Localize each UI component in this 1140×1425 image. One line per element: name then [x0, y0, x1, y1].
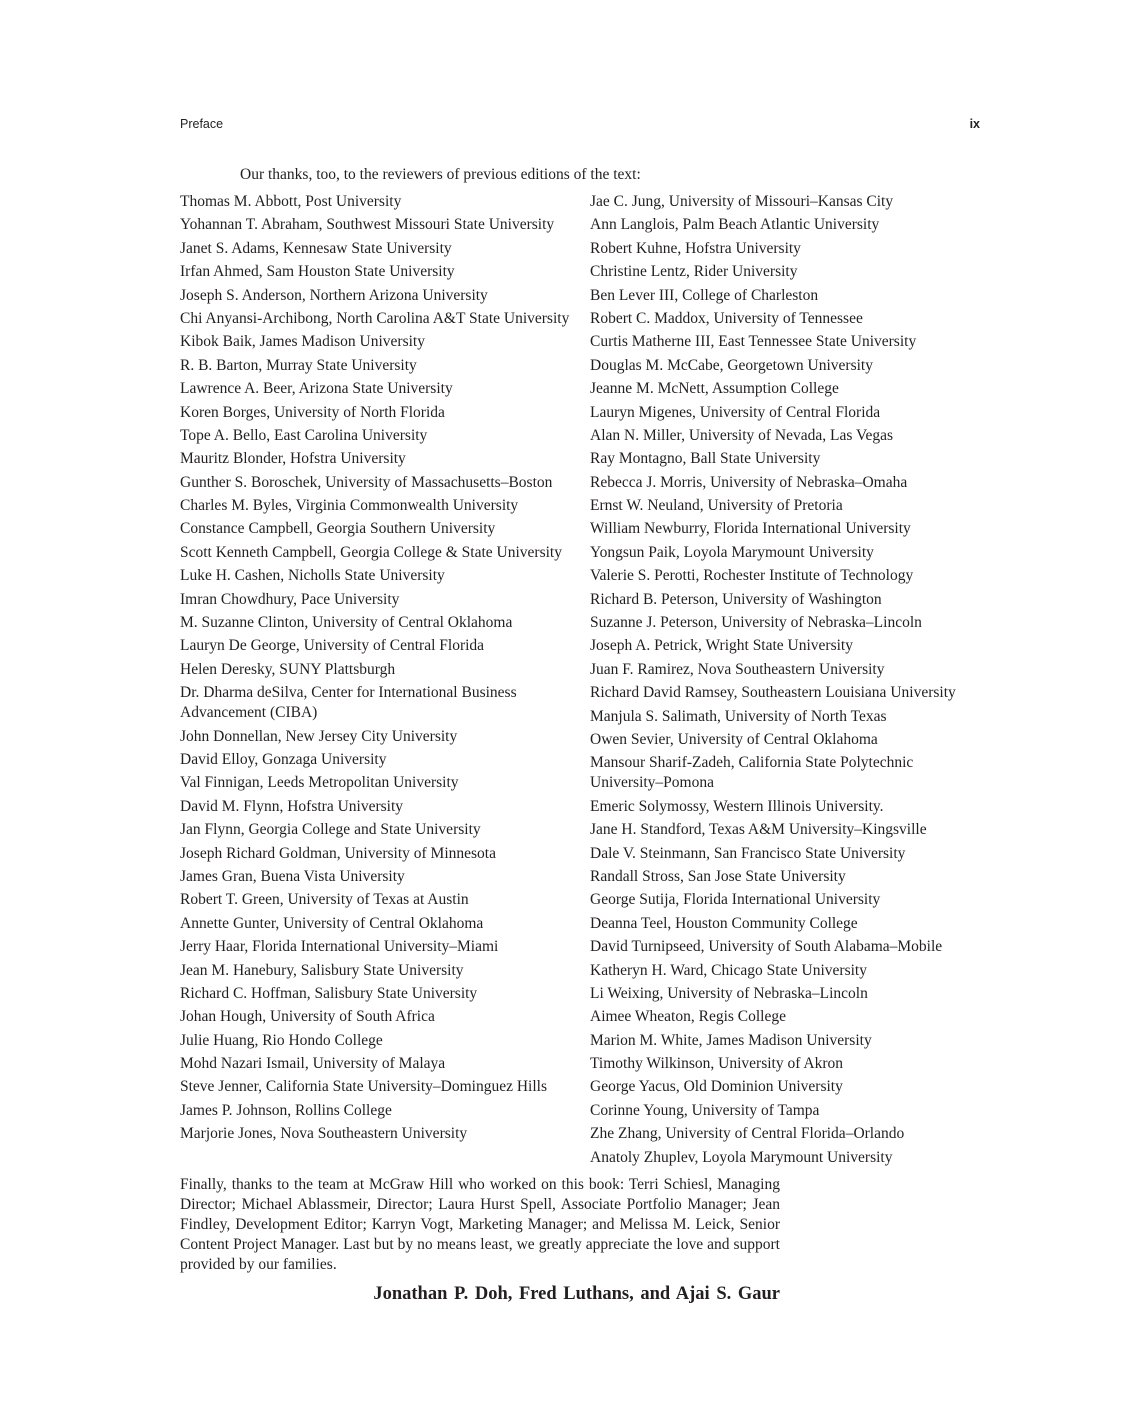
reviewer-entry: M. Suzanne Clinton, University of Central Oklahoma: [180, 614, 513, 632]
page-number: ix: [969, 117, 980, 131]
reviewer-entry: Richard C. Hoffman, Salisbury State University: [180, 984, 478, 1002]
reviewer-entry: Joseph Richard Goldman, University of Minnesota: [180, 844, 496, 862]
reviewer-entry: James Gran, Buena Vista University: [180, 867, 405, 885]
reviewer-entry: Curtis Matherne III, East Tennessee State University: [590, 333, 917, 351]
reviewer-entry: Zhe Zhang, University of Central Florida–Orlando: [590, 1125, 905, 1143]
reviewer-entry: Mohd Nazari Ismail, University of Malaya: [180, 1055, 446, 1073]
reviewer-entry: William Newburry, Florida International University: [590, 520, 911, 538]
reviewer-entry: George Sutija, Florida International University: [590, 891, 881, 909]
reviewer-entry: Lawrence A. Beer, Arizona State University: [180, 380, 453, 398]
reviewer-entry: Johan Hough, University of South Africa: [180, 1008, 435, 1026]
reviewer-entry: Tope A. Bello, East Carolina University: [180, 426, 428, 444]
reviewer-entry: Marion M. White, James Madison University: [590, 1031, 872, 1049]
reviewer-entry: Ben Lever III, College of Charleston: [590, 286, 819, 304]
reviewer-entry: Jean M. Hanebury, Salisbury State University: [180, 961, 464, 979]
reviewer-entry: Ann Langlois, Palm Beach Atlantic University: [590, 216, 880, 234]
reviewer-entry: Rebecca J. Morris, University of Nebraska–Omaha: [590, 473, 908, 491]
reviewer-entry: Owen Sevier, University of Central Oklahoma: [590, 730, 878, 748]
reviewer-entry: Christine Lentz, Rider University: [590, 263, 798, 281]
reviewer-entry: Alan N. Miller, University of Nevada, Las Vegas: [590, 426, 893, 444]
reviewer-entry: Gunther S. Boroschek, University of Massachusetts–Boston: [180, 473, 553, 491]
reviewer-entry: Jane H. Standford, Texas A&M University–Kingsville: [590, 821, 927, 839]
reviewer-entry: Emeric Solymossy, Western Illinois University.: [590, 797, 884, 815]
closing-paragraph: Finally, thanks to the team at McGraw Hill who worked on this book: Terri Schiesl, Managing Director; Michael Ablassmeir, Director; Laura Hurst Spell, Associate Portfolio Manager; Jean Findley, Development Editor; Karryn Vogt, Marketing Manager; and Melissa M. Leick, Senior Content Project Manager. Last but by no means least, we greatly appreciate the love and support provided by our families.: [180, 1176, 780, 1273]
reviewer-entry: Anatoly Zhuplev, Loyola Marymount University: [590, 1148, 893, 1166]
reviewer-entry: Kibok Baik, James Madison University: [180, 333, 425, 351]
reviewer-entry: Aimee Wheaton, Regis College: [590, 1008, 786, 1026]
reviewer-entry: Jan Flynn, Georgia College and State University: [180, 821, 481, 839]
reviewer-entry: Richard B. Peterson, University of Washington: [590, 590, 882, 608]
reviewer-entry: Mansour Sharif-Zadeh, California State Polytechnic University–Pomona: [590, 754, 914, 792]
reviewer-entry: Yohannan T. Abraham, Southwest Missouri State University: [180, 216, 555, 234]
reviewer-entry: John Donnellan, New Jersey City University: [180, 727, 458, 745]
reviewer-entry: Jerry Haar, Florida International University–Miami: [180, 938, 499, 956]
reviewer-entry: Thomas M. Abbott, Post University: [180, 193, 402, 210]
reviewer-entry: Lauryn De George, University of Central Florida: [180, 637, 485, 655]
reviewer-entry: Koren Borges, University of North Florida: [180, 403, 445, 421]
reviewer-entry: Jeanne M. McNett, Assumption College: [590, 380, 839, 398]
reviewer-entry: Chi Anyansi-Archibong, North Carolina A&T State University: [180, 309, 570, 327]
reviewer-entry: Lauryn Migenes, University of Central Florida: [590, 403, 881, 421]
reviewer-entry: Steve Jenner, California State University–Dominguez Hills: [180, 1078, 547, 1096]
reviewer-entry: Constance Campbell, Georgia Southern University: [180, 520, 496, 538]
reviewer-entry: Ernst W. Neuland, University of Pretoria: [590, 497, 843, 515]
reviewer-entry: Manjula S. Salimath, University of North Texas: [590, 707, 887, 725]
reviewer-entry: Douglas M. McCabe, Georgetown University: [590, 356, 873, 374]
reviewer-entry: David Turnipseed, University of South Alabama–Mobile: [590, 938, 943, 956]
reviewer-entry: David M. Flynn, Hofstra University: [180, 797, 404, 815]
reviewer-entry: Charles M. Byles, Virginia Commonwealth University: [180, 497, 519, 515]
reviewers-intro: Our thanks, too, to the reviewers of previous editions of the text:: [240, 166, 641, 183]
reviewers-list-right: [590, 192, 990, 1171]
reviewer-entry: Joseph A. Petrick, Wright State University: [590, 637, 853, 655]
reviewer-entry: Helen Deresky, SUNY Plattsburgh: [180, 660, 396, 678]
running-head: [180, 117, 980, 135]
reviewer-entry: Robert T. Green, University of Texas at Austin: [180, 891, 469, 909]
reviewer-entry: Mauritz Blonder, Hofstra University: [180, 450, 406, 468]
reviewer-entry: Robert C. Maddox, University of Tennessee: [590, 309, 863, 327]
reviewer-entry: Imran Chowdhury, Pace University: [180, 590, 400, 608]
reviewer-entry: Robert Kuhne, Hofstra University: [590, 239, 801, 257]
reviewer-entry: Val Finnigan, Leeds Metropolitan University: [180, 774, 459, 792]
reviewers-list-left: [180, 192, 580, 1148]
reviewer-entry: Valerie S. Perotti, Rochester Institute of Technology: [590, 567, 914, 585]
reviewer-entry: George Yacus, Old Dominion University: [590, 1078, 843, 1096]
reviewer-entry: Luke H. Cashen, Nicholls State University: [180, 567, 445, 585]
reviewer-entry: Corinne Young, University of Tampa: [590, 1101, 820, 1119]
reviewer-entry: Timothy Wilkinson, University of Akron: [590, 1055, 843, 1073]
reviewer-entry: Joseph S. Anderson, Northern Arizona University: [180, 286, 488, 304]
reviewer-entry: Richard David Ramsey, Southeastern Louisiana University: [590, 684, 956, 702]
reviewer-entry: Randall Stross, San Jose State University: [590, 867, 846, 885]
reviewer-entry: Katheryn H. Ward, Chicago State University: [590, 961, 867, 979]
reviewer-entry: Dale V. Steinmann, San Francisco State University: [590, 844, 906, 862]
reviewer-entry: Marjorie Jones, Nova Southeastern University: [180, 1125, 468, 1143]
reviewer-entry: Jae C. Jung, University of Missouri–Kansas City: [590, 193, 894, 210]
reviewer-entry: Irfan Ahmed, Sam Houston State University: [180, 263, 455, 281]
reviewer-entry: Annette Gunter, University of Central Oklahoma: [180, 914, 484, 932]
reviewer-entry: Ray Montagno, Ball State University: [590, 450, 821, 468]
reviewer-entry: Dr. Dharma deSilva, Center for International Business Advancement (CIBA): [180, 684, 517, 722]
reviewer-entry: Juan F. Ramirez, Nova Southeastern University: [590, 660, 885, 678]
reviewer-entry: R. B. Barton, Murray State University: [180, 356, 417, 374]
reviewer-entry: James P. Johnson, Rollins College: [180, 1101, 392, 1119]
reviewer-entry: Yongsun Paik, Loyola Marymount University: [590, 543, 874, 561]
reviewer-entry: Li Weixing, University of Nebraska–Lincoln: [590, 984, 868, 1002]
reviewer-entry: Janet S. Adams, Kennesaw State University: [180, 239, 452, 257]
reviewer-entry: Deanna Teel, Houston Community College: [590, 914, 858, 932]
reviewer-entry: David Elloy, Gonzaga University: [180, 750, 387, 768]
authors-signature: Jonathan P. Doh, Fred Luthans, and Ajai S. Gaur: [373, 1284, 780, 1304]
reviewer-entry: Julie Huang, Rio Hondo College: [180, 1031, 383, 1049]
reviewer-entry: Scott Kenneth Campbell, Georgia College & State University: [180, 543, 562, 561]
reviewer-entry: Suzanne J. Peterson, University of Nebraska–Lincoln: [590, 614, 922, 632]
running-head-section: Preface: [180, 117, 224, 131]
